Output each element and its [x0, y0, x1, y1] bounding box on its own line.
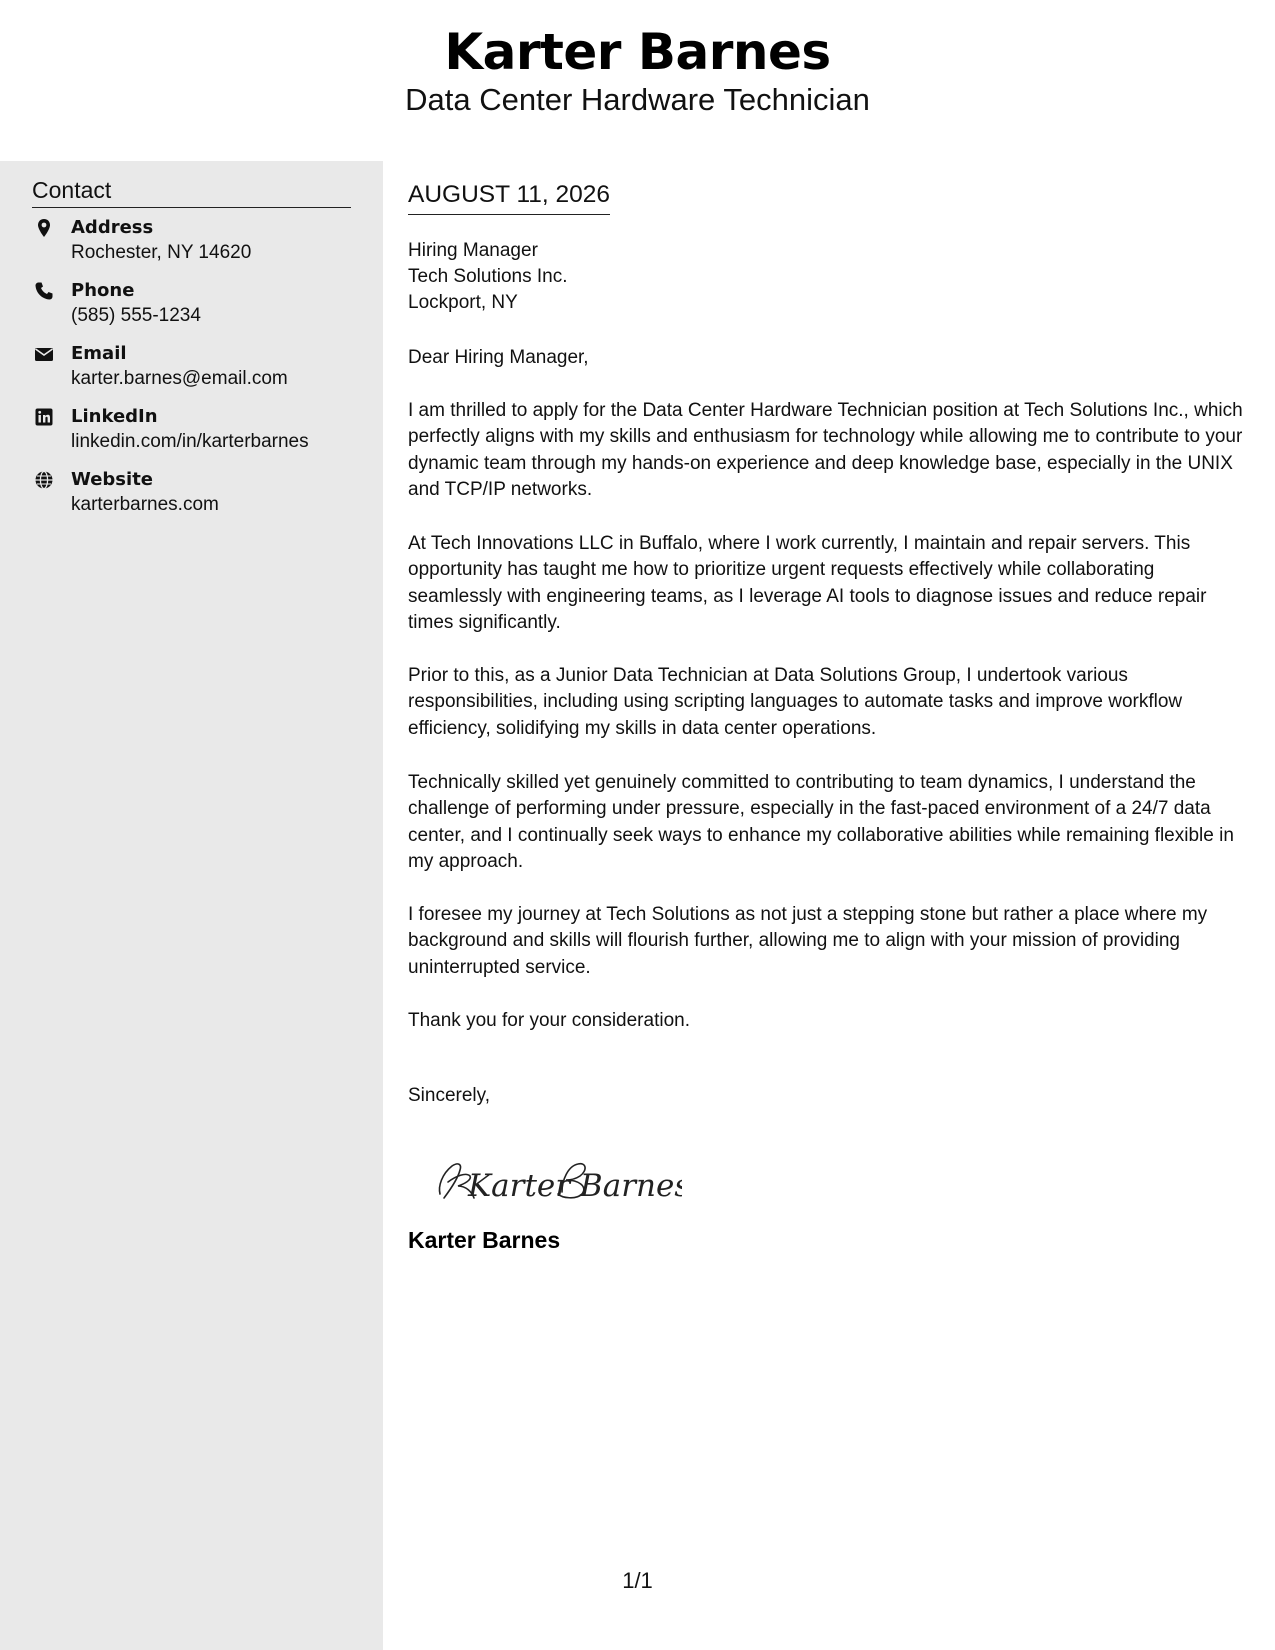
- closing: Sincerely,: [408, 1085, 491, 1106]
- contact-value: (585) 555-1234: [71, 305, 201, 326]
- signed-name: Karter Barnes: [408, 1227, 561, 1253]
- recipient-line: Tech Solutions Inc.: [408, 266, 568, 287]
- page-number: [0, 1566, 1275, 1596]
- paragraph: Technically skilled yet genuinely committed to contributing to team dynamics, I understand the challenge of performing under pressure, especially in the fast-paced environment of a 24/7 data center, and I continually seek ways to enhance my collaborative abilities while remaining flexible in my approach.: [408, 772, 1234, 873]
- contact-label: LinkedIn: [71, 406, 158, 427]
- recipient-line: Hiring Manager: [408, 240, 538, 261]
- contact-label: Phone: [71, 280, 135, 301]
- linkedin-icon: [34, 407, 54, 427]
- paragraph: At Tech Innovations LLC in Buffalo, where I work currently, I maintain and repair servers. This opportunity has taught me how to prioritize urgent requests effectively while collaborating seamlessly with engineering teams, as I leverage AI tools to diagnose issues and reduce repair times significantly.: [408, 533, 1207, 634]
- contact-linkedin: [32, 404, 372, 456]
- salutation: Dear Hiring Manager,: [408, 347, 589, 368]
- globe-icon: [34, 470, 54, 490]
- paragraph: I foresee my journey at Tech Solutions as not just a stepping stone but rather a place where my background and skills will flourish further, allowing me to align with your mission of providing uninterrupted service.: [408, 904, 1208, 978]
- contact-phone: [32, 278, 372, 330]
- contact-value: karter.barnes@email.com: [71, 368, 288, 389]
- letter-date: AUGUST 11, 2026: [408, 179, 610, 215]
- phone-icon: [34, 281, 54, 301]
- recipient-block: [408, 238, 567, 316]
- contact-label: Website: [71, 469, 154, 490]
- map-pin-icon: [34, 218, 54, 238]
- applicant-name: Karter Barnes: [444, 23, 831, 81]
- paragraph: Thank you for your consideration.: [408, 1010, 690, 1031]
- paragraph: Prior to this, as a Junior Data Technician at Data Solutions Group, I undertook various responsibilities, including using scripting languages to automate tasks and improve workflow efficiency, solidifying my skills in data center operations.: [408, 665, 1183, 739]
- page-number-text: 1/1: [622, 1568, 653, 1593]
- applicant-title: Data Center Hardware Technician: [405, 82, 870, 117]
- contact-value: linkedin.com/in/karterbarnes: [71, 431, 309, 452]
- paragraph: I am thrilled to apply for the Data Center Hardware Technician position at Tech Solutions Inc., which perfectly aligns with my skills and enthusiasm for technology while allowing me to contribute to your dynamic team through my hands-on experience and deep knowledge base, especially in the UNIX and TCP/IP networks.: [408, 400, 1243, 501]
- contact-sidebar: [0, 161, 383, 1650]
- contact-website: [32, 467, 372, 519]
- letter-header: [0, 0, 1275, 161]
- contact-value: Rochester, NY 14620: [71, 242, 252, 263]
- envelope-icon: [34, 344, 54, 364]
- contact-label: Email: [71, 343, 127, 364]
- handwritten-signature: [422, 1146, 682, 1218]
- contact-label: Address: [71, 217, 154, 238]
- contact-email: [32, 341, 372, 393]
- contact-heading: Contact: [32, 175, 351, 208]
- contact-value: karterbarnes.com: [71, 494, 219, 515]
- contact-address: [32, 215, 372, 267]
- signature-text: Karter Barnes: [468, 1168, 682, 1204]
- recipient-line: Lockport, NY: [408, 292, 518, 313]
